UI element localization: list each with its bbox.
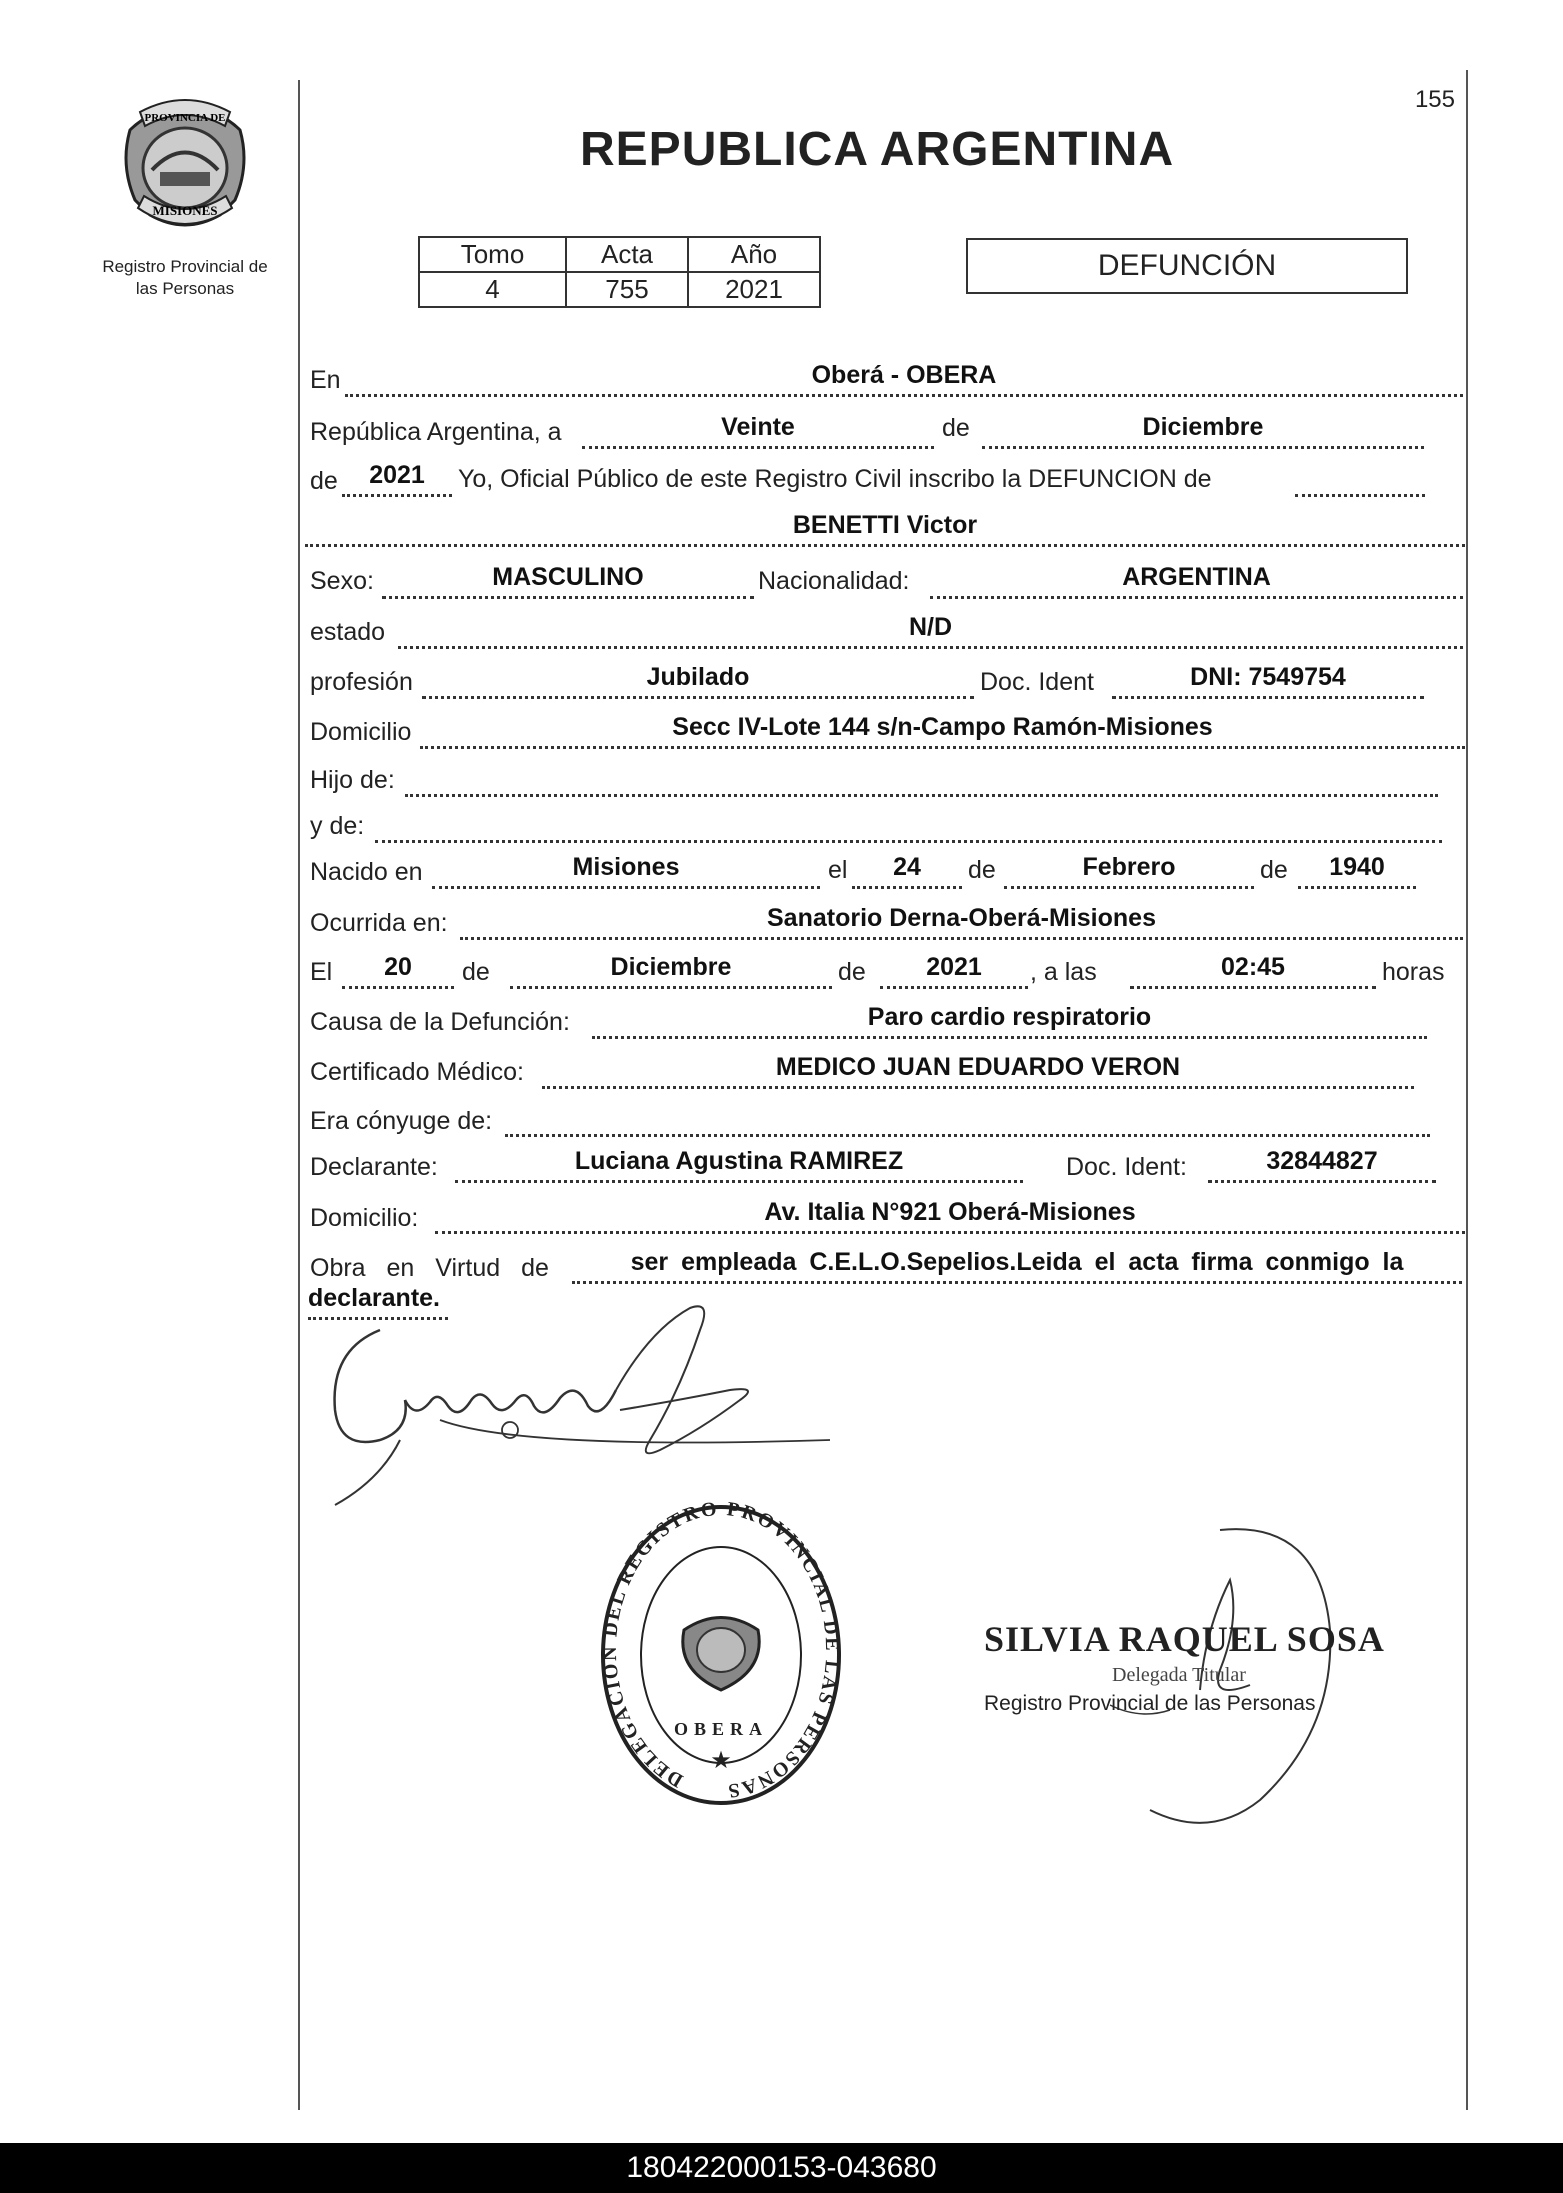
domicilio-2-label: Domicilio: <box>310 1204 419 1232</box>
registry-label <box>80 256 290 300</box>
doc-ident-2-label: Doc. Ident: <box>1066 1153 1187 1181</box>
nacido-en-label: Nacido en <box>310 858 423 886</box>
y-de-field <box>375 806 1442 843</box>
de-label-1: de <box>942 414 970 442</box>
domicilio-label: Domicilio <box>310 718 412 746</box>
official-registry: Registro Provincial de las Personas <box>984 1692 1316 1715</box>
certificado-field: MEDICO JUAN EDUARDO VERON <box>542 1052 1414 1089</box>
nacido-en-field: Misiones <box>432 852 820 889</box>
obra-label: Obra en Virtud de <box>310 1254 549 1282</box>
record-table-value-tomo: 4 <box>419 272 566 307</box>
causa-label: Causa de la Defunción: <box>310 1008 570 1036</box>
month-field: Diciembre <box>982 412 1424 449</box>
official-role: Delegada Titular <box>1112 1664 1246 1686</box>
left-margin-line <box>298 80 300 2110</box>
statement-blank <box>1295 460 1425 497</box>
de-label-5: de <box>462 958 490 986</box>
registry-label-line2: las Personas <box>135 279 235 298</box>
delegation-stamp <box>596 1500 846 1810</box>
declarante-label: Declarante: <box>310 1153 438 1181</box>
record-table-header-tomo: Tomo <box>419 237 566 272</box>
estado-field: N/D <box>398 612 1463 649</box>
domicilio-field: Secc IV-Lote 144 s/n-Campo Ramón-Misiones <box>420 712 1465 749</box>
causa-field: Paro cardio respiratorio <box>592 1002 1427 1039</box>
record-table-value-row <box>419 272 820 307</box>
record-table-header-ano: Año <box>688 237 820 272</box>
y-de-label: y de: <box>310 812 365 840</box>
ocurrida-en-field: Sanatorio Derna-Oberá-Misiones <box>460 903 1463 940</box>
delegation-stamp-city: OBERA <box>673 1719 769 1739</box>
birth-month-field: Febrero <box>1004 852 1254 889</box>
obra-continuation: declarante. <box>308 1283 448 1320</box>
obra-field: ser empleada C.E.L.O.Sepelios.Leida el acta firma conmigo la <box>572 1247 1462 1284</box>
declarant-signature <box>320 1290 840 1520</box>
de-label-2: de <box>310 467 338 495</box>
profesion-label: profesión <box>310 668 413 696</box>
de-label-6: de <box>838 958 866 986</box>
deceased-name-field: BENETTI Victor <box>305 510 1465 547</box>
misiones-seal-logo <box>110 90 260 240</box>
estado-label: estado <box>310 618 386 646</box>
declarante-field: Luciana Agustina RAMIREZ <box>455 1146 1023 1183</box>
delegation-stamp-text: DELEGACION DEL REGISTRO PROVINCIAL DE LAS PERSONAS <box>598 1500 844 1802</box>
record-table <box>418 236 821 308</box>
conyuge-field <box>505 1100 1430 1137</box>
page-number: 155 <box>1414 86 1455 113</box>
star-icon: ★ <box>710 1747 732 1774</box>
doc-ident-label: Doc. Ident <box>980 668 1094 696</box>
death-day-field: 20 <box>342 952 454 989</box>
de-label-3: de <box>968 856 996 884</box>
country-label: República Argentina, a <box>310 418 562 446</box>
el-label: el <box>828 856 848 884</box>
domicilio-2-field: Av. Italia N°921 Oberá-Misiones <box>435 1197 1465 1234</box>
en-label: En <box>310 366 341 394</box>
page-title: REPUBLICA ARGENTINA <box>580 123 1175 176</box>
birth-year-field: 1940 <box>1298 852 1416 889</box>
registry-label-line1: Registro Provincial de <box>102 257 268 276</box>
record-table-value-ano: 2021 <box>688 272 820 307</box>
record-table-header-row <box>419 237 820 272</box>
nacionalidad-field: ARGENTINA <box>930 562 1463 599</box>
right-margin-line <box>1466 70 1468 2110</box>
hijo-de-field <box>405 760 1438 797</box>
death-time-field: 02:45 <box>1130 952 1376 989</box>
conyuge-label: Era cónyuge de: <box>310 1107 493 1135</box>
el-date-label: El <box>310 958 333 986</box>
nacionalidad-label: Nacionalidad: <box>758 567 910 595</box>
record-table-header-acta: Acta <box>566 237 688 272</box>
horas-label: horas <box>1382 958 1445 986</box>
ocurrida-en-label: Ocurrida en: <box>310 909 448 937</box>
sexo-label: Sexo: <box>310 567 374 595</box>
record-type-box: DEFUNCIÓN <box>966 238 1408 294</box>
doc-ident-field: DNI: 7549754 <box>1112 662 1424 699</box>
death-month-field: Diciembre <box>510 952 832 989</box>
hijo-de-label: Hijo de: <box>310 766 395 794</box>
death-year-field: 2021 <box>880 952 1028 989</box>
place-field: Oberá - OBERA <box>345 360 1463 397</box>
sexo-field: MASCULINO <box>382 562 754 599</box>
day-words-field: Veinte <box>582 412 934 449</box>
de-label-4: de <box>1260 856 1288 884</box>
seal-text-bottom: MISIONES <box>152 203 218 218</box>
a-las-label: , a las <box>1030 958 1097 986</box>
year-field: 2021 <box>342 460 452 497</box>
barcode-footer: 180422000153-043680 <box>0 2143 1563 2193</box>
profesion-field: Jubilado <box>422 662 974 699</box>
seal-text-top: PROVINCIA DE <box>144 112 226 124</box>
statement-text: Yo, Oficial Público de este Registro Civil inscribo la DEFUNCION de <box>458 465 1212 493</box>
official-name: SILVIA RAQUEL SOSA <box>984 1619 1385 1659</box>
certificado-label: Certificado Médico: <box>310 1058 524 1086</box>
record-table-value-acta: 755 <box>566 272 688 307</box>
birth-day-field: 24 <box>852 852 962 889</box>
doc-ident-2-field: 32844827 <box>1208 1146 1436 1183</box>
